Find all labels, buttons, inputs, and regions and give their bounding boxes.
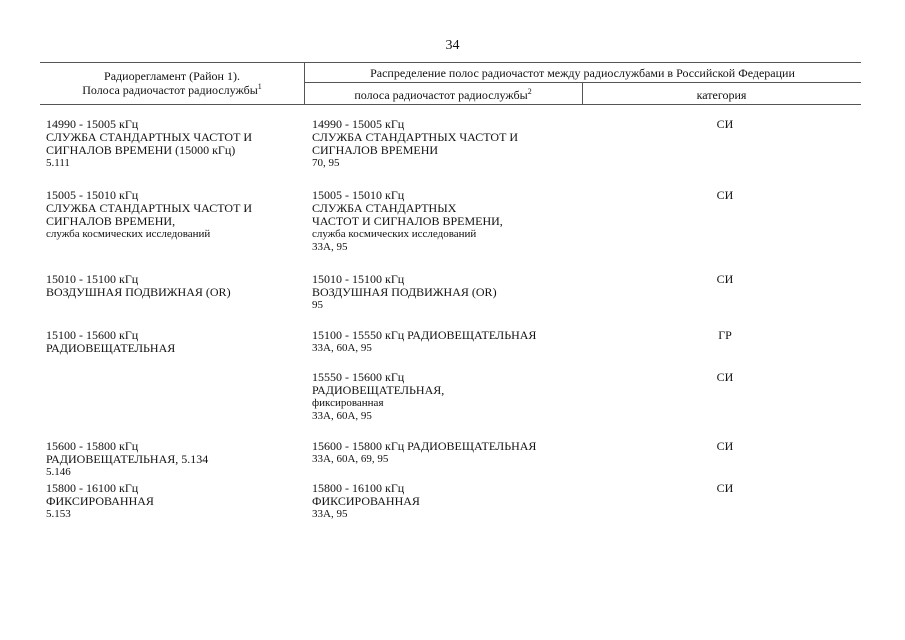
table-row-category: СИ (716, 272, 734, 286)
table-row-left: 15100 - 15600 кГц РАДИОВЕЩАТЕЛЬНАЯ (46, 328, 176, 355)
header-right-title: Распределение полос радиочастот между радиослужбами в Российской Федерации (370, 66, 795, 80)
table-row-mid: 15800 - 16100 кГц ФИКСИРОВАННАЯ 33А, 95 (312, 481, 420, 520)
table-row-category: ГР (718, 328, 732, 342)
table-row-left: 15010 - 15100 кГц ВОЗДУШНАЯ ПОДВИЖНАЯ (OR) (46, 272, 231, 299)
table-row-category: СИ (716, 370, 734, 384)
header-left-line2: Полоса радиочастот радиослужбы$^1$ (82, 82, 262, 97)
table-row-mid: 15550 - 15600 кГц РАДИОВЕЩАТЕЛЬНАЯ, фиксированная 33А, 60А, 95 (312, 370, 445, 422)
header-left-line1: Радиорегламент (Район 1). (104, 69, 240, 83)
page-number: 34 (445, 38, 460, 53)
table-row-mid: 14990 - 15005 кГц СЛУЖБА СТАНДАРТНЫХ ЧАСТОТ И СИГНАЛОВ ВРЕМЕНИ 70, 95 (312, 117, 519, 169)
table-row-mid: 15005 - 15010 кГц СЛУЖБА СТАНДАРТНЫХ ЧАСТОТ И СИГНАЛОВ ВРЕМЕНИ, служба космических исследований 33А, 95 (312, 188, 503, 253)
table-row-mid: 15100 - 15550 кГц РАДИОВЕЩАТЕЛЬНАЯ 33А, 60А, 95 (312, 328, 537, 354)
table-row-mid: 15010 - 15100 кГц ВОЗДУШНАЯ ПОДВИЖНАЯ (OR) 95 (312, 272, 497, 311)
footnote-ref-2: 2 (527, 87, 532, 96)
table-row-left: 15800 - 16100 кГц ФИКСИРОВАННАЯ 5.153 (46, 481, 154, 520)
header-left (40, 69, 304, 97)
table-row-mid: 15600 - 15800 кГц РАДИОВЕЩАТЕЛЬНАЯ 33А, 60А, 69, 95 (312, 439, 537, 465)
table-row-category: СИ (716, 481, 734, 495)
footnote-ref-1: 1 (257, 82, 262, 91)
header-bottom-rule (40, 104, 861, 105)
table-top-rule (40, 62, 861, 63)
table-row-left: 15600 - 15800 кГц РАДИОВЕЩАТЕЛЬНАЯ, 5.134 5.146 (46, 439, 209, 478)
header-band-column: полоса радиочастот радиослужбы$^2$ (354, 87, 532, 102)
table-row-left: 15005 - 15010 кГц СЛУЖБА СТАНДАРТНЫХ ЧАСТОТ И СИГНАЛОВ ВРЕМЕНИ, служба космических исследований (46, 188, 253, 240)
table-row-category: СИ (716, 117, 734, 131)
table-row-category: СИ (716, 439, 734, 453)
header-category-column: категория (696, 88, 747, 102)
table-row-left: 14990 - 15005 кГц СЛУЖБА СТАНДАРТНЫХ ЧАСТОТ И СИГНАЛОВ ВРЕМЕНИ (15000 кГц) 5.111 (46, 117, 253, 169)
table-row-category: СИ (716, 188, 734, 202)
